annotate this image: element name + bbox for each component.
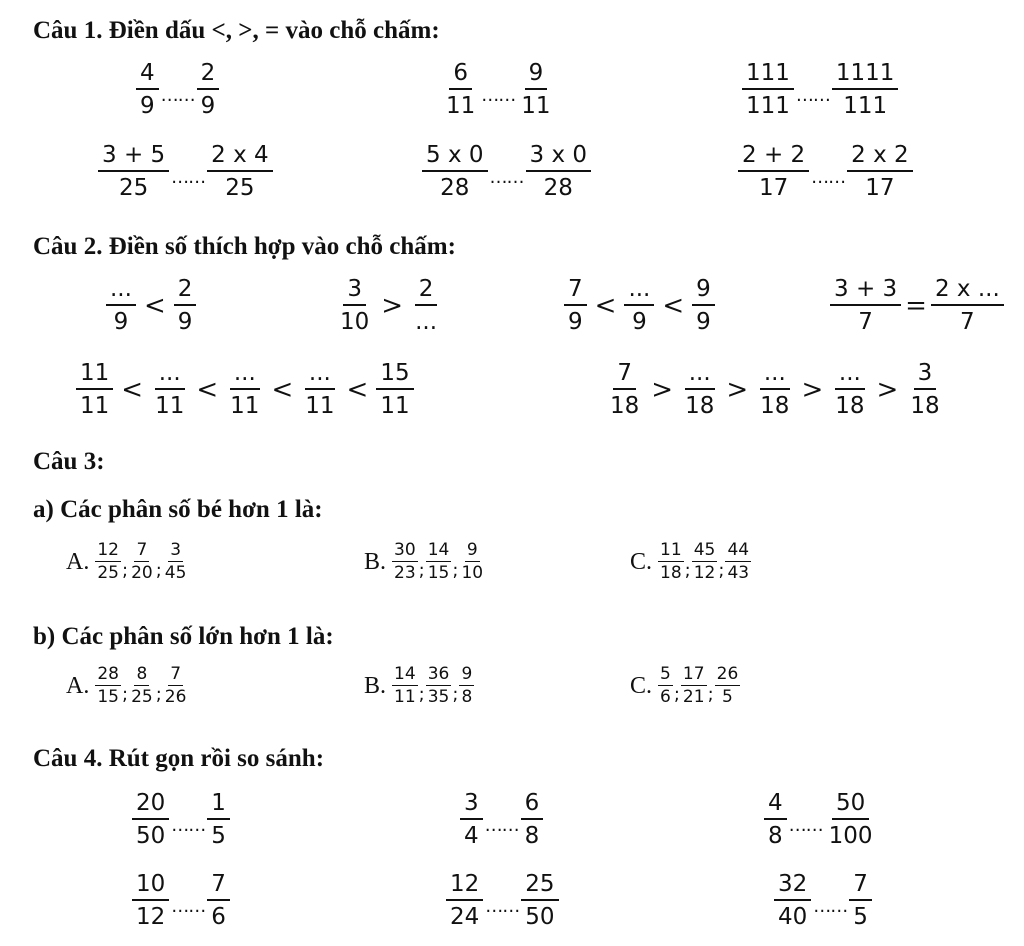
denominator: 17 [758,175,789,201]
denominator: 43 [727,563,750,583]
denominator: 28 [543,175,573,201]
denominator: 28 [440,175,470,201]
denominator: 7 [960,309,975,335]
denominator: 111 [746,93,790,119]
q1-compare-4 [98,144,273,200]
numerator: 7 [136,540,148,560]
separator: ; [718,559,725,581]
numerator: 30 [394,540,416,560]
blank-dots: …… [813,895,848,917]
fraction [226,362,263,418]
fraction [132,792,169,848]
denominator: 8 [524,823,540,849]
numerator: 2 + 2 [738,144,809,172]
denominator: 9 [113,309,129,335]
q4-compare-6 [774,873,872,929]
blank-dots: …… [795,84,830,106]
fraction [129,542,155,582]
numerator: 1111 [832,62,899,90]
numerator: 7 [849,873,872,901]
separator: ; [452,559,459,581]
fraction [832,62,899,118]
option-label: C. [630,672,653,699]
numerator: ... [106,278,136,306]
fraction [129,666,155,706]
numerator: 2 x ... [931,278,1004,306]
denominator: 26 [164,687,187,707]
fraction [658,542,684,582]
q2-expression-5 [76,362,414,418]
numerator: 6 [449,62,472,90]
denominator: 11 [230,393,260,419]
greater-than-sign: > [381,291,404,321]
fraction [301,362,338,418]
denominator: 111 [843,93,888,119]
denominator: 10 [461,563,484,583]
separator: ; [418,559,425,581]
denominator: 5 [211,823,226,849]
numerator: 14 [427,540,450,560]
blank-dots: …… [160,84,195,106]
denominator: 18 [660,563,682,583]
q4-compare-1 [132,792,230,848]
fraction [774,873,811,929]
numerator: 3 [460,792,483,820]
q4-compare-2 [460,792,543,848]
fraction [564,278,587,334]
fraction [725,542,751,582]
numerator: 111 [742,62,794,90]
denominator: 8 [461,687,473,707]
q3b-option-c [630,666,740,706]
fraction [163,666,189,706]
denominator: 23 [394,563,416,583]
option-label: A. [66,672,90,699]
denominator: 9 [200,93,216,119]
less-than-sign: < [196,375,219,405]
q1-compare-1 [136,62,219,118]
denominator: 10 [340,309,370,335]
denominator: 18 [835,393,865,419]
denominator: ... [415,309,438,335]
separator: ; [121,683,129,705]
numerator: 50 [832,792,869,820]
q3a-option-c [630,542,751,582]
numerator: ... [685,362,715,390]
greater-than-sign: > [801,375,824,405]
numerator: 9 [461,664,473,684]
q3b-title: b) Các phân số lớn hơn 1 là: [33,623,334,650]
numerator: 4 [136,62,159,90]
numerator: 20 [132,792,169,820]
numerator: 2 x 4 [207,144,273,172]
denominator: 5 [722,687,733,707]
fraction [692,542,718,582]
denominator: 11 [446,93,476,119]
separator: ; [121,559,129,581]
denominator: 25 [225,175,255,201]
option-label: B. [364,548,387,575]
separator: ; [707,683,714,705]
fraction [606,362,643,418]
denominator: 11 [380,393,410,419]
numerator: 2 [197,62,220,90]
fraction [446,873,483,929]
less-than-sign: < [346,375,369,405]
numerator: ... [624,278,654,306]
q1-compare-6 [738,144,913,200]
fraction [174,278,197,334]
denominator: 100 [828,823,873,849]
q4-compare-5 [446,873,559,929]
fraction [847,144,913,200]
greater-than-sign: > [726,375,749,405]
numerator: 8 [136,664,148,684]
blank-dots: …… [484,814,519,836]
denominator: 25 [97,563,119,583]
equals-sign: = [905,291,927,321]
fraction [207,144,273,200]
numerator: 2 x 2 [847,144,913,172]
fraction [197,62,220,118]
numerator: 11 [76,362,113,390]
fraction [411,278,441,334]
numerator: 10 [132,873,169,901]
denominator: 25 [118,175,149,201]
fraction [830,278,901,334]
blank-dots: …… [489,166,524,188]
denominator: 8 [768,823,783,849]
numerator: 3 x 0 [526,144,592,172]
q3b-option-a [66,666,188,706]
numerator: 11 [660,540,682,560]
numerator: 32 [774,873,811,901]
greater-than-sign: > [876,375,899,405]
numerator: 4 [764,792,787,820]
fraction [825,792,877,848]
denominator: 45 [164,563,187,583]
denominator: 18 [610,393,640,419]
numerator: 9 [525,62,548,90]
less-than-sign: < [662,291,685,321]
numerator: 3 + 5 [98,144,169,172]
fraction [738,144,809,200]
q2-title: Câu 2. Điền số thích hợp vào chỗ chấm: [33,233,456,260]
denominator: 9 [696,309,711,335]
fraction [426,666,452,706]
fraction [98,144,169,200]
separator: ; [155,683,162,705]
denominator: 18 [760,393,790,419]
numerator: 3 [343,278,366,306]
numerator: 6 [521,792,544,820]
q2-expression-2 [336,278,441,334]
fraction [136,62,159,118]
numerator: 2 [415,278,438,306]
fraction [526,144,592,200]
fraction [426,542,452,582]
numerator: 26 [716,664,739,684]
denominator: 17 [865,175,895,201]
denominator: 18 [910,393,940,419]
fraction [106,278,136,334]
numerator: 25 [521,873,558,901]
denominator: 18 [685,393,715,419]
less-than-sign: < [143,291,166,321]
denominator: 7 [858,309,873,335]
q3a-title: a) Các phân số bé hơn 1 là: [33,496,323,523]
denominator: 12 [136,904,166,930]
q4-compare-4 [132,873,230,929]
numerator: 44 [727,540,750,560]
denominator: 35 [427,687,450,707]
fraction [831,362,868,418]
fraction [459,542,485,582]
fraction [392,666,418,706]
denominator: 40 [778,904,808,930]
separator: ; [673,683,680,705]
q4-compare-3 [764,792,877,848]
denominator: 15 [97,687,119,707]
option-label: A. [66,548,90,575]
denominator: 11 [155,393,185,419]
blank-dots: …… [788,814,823,836]
numerator: ... [230,362,260,390]
numerator: ... [155,362,185,390]
q4-title: Câu 4. Rút gọn rồi so sánh: [33,745,325,772]
q2-expression-4 [830,278,1004,334]
q1-title: Câu 1. Điền dấu <, >, = vào chỗ chấm: [33,17,440,44]
numerator: 9 [466,540,478,560]
q1-compare-2 [442,62,555,118]
fraction [207,873,230,929]
numerator: 36 [427,664,450,684]
numerator: 7 [207,873,230,901]
q2-expression-1 [106,278,196,334]
q3-title: Câu 3: [33,448,105,475]
fraction [521,873,558,929]
denominator: 11 [521,93,551,119]
fraction [658,666,673,706]
denominator: 11 [80,393,110,419]
fraction [681,666,707,706]
numerator: 5 [660,664,671,684]
numerator: 17 [682,664,705,684]
fraction [207,792,230,848]
numerator: 3 + 3 [830,278,901,306]
fraction [517,62,554,118]
denominator: 4 [464,823,479,849]
numerator: 7 [170,664,182,684]
option-label: B. [364,672,387,699]
denominator: 9 [632,309,647,335]
fraction [376,362,413,418]
denominator: 11 [305,393,335,419]
less-than-sign: < [271,375,294,405]
less-than-sign: < [594,291,617,321]
denominator: 9 [568,309,583,335]
denominator: 25 [131,687,153,707]
denominator: 24 [450,904,480,930]
denominator: 50 [525,904,555,930]
blank-dots: …… [171,814,206,836]
numerator: 45 [693,540,716,560]
fraction [132,873,169,929]
numerator: 28 [97,664,119,684]
separator: ; [418,683,425,705]
fraction [521,792,544,848]
numerator: ... [305,362,335,390]
numerator: ... [760,362,790,390]
denominator: 5 [853,904,868,930]
denominator: 9 [177,309,193,335]
fraction [742,62,794,118]
blank-dots: …… [171,895,206,917]
fraction [336,278,373,334]
fraction [764,792,787,848]
fraction [95,666,121,706]
fraction [756,362,793,418]
q1-compare-5 [422,144,591,200]
less-than-sign: < [121,375,144,405]
denominator: 6 [211,904,226,930]
blank-dots: …… [481,84,516,106]
fraction [459,666,474,706]
greater-than-sign: > [651,375,674,405]
fraction [460,792,483,848]
blank-dots: …… [171,166,206,188]
fraction [392,542,418,582]
separator: ; [684,559,691,581]
numerator: 14 [394,664,416,684]
q2-expression-3 [564,278,715,334]
separator: ; [155,559,162,581]
fraction [931,278,1004,334]
blank-dots: …… [485,895,520,917]
numerator: 12 [446,873,483,901]
blank-dots: …… [811,166,846,188]
fraction [906,362,943,418]
fraction [151,362,188,418]
fraction [422,144,488,200]
denominator: 6 [660,687,671,707]
denominator: 50 [136,823,166,849]
q3a-option-a [66,542,188,582]
fraction [95,542,121,582]
q2-expression-6 [606,362,944,418]
numerator: 7 [613,362,636,390]
numerator: 12 [97,540,119,560]
fraction [681,362,718,418]
separator: ; [452,683,459,705]
numerator: 2 [174,278,197,306]
numerator: ... [835,362,865,390]
numerator: 7 [564,278,587,306]
fraction [624,278,654,334]
numerator: 5 x 0 [422,144,488,172]
numerator: 3 [170,540,182,560]
denominator: 21 [682,687,705,707]
q3b-option-b [364,666,474,706]
fraction [715,666,741,706]
numerator: 15 [376,362,413,390]
q3a-option-b [364,542,485,582]
denominator: 20 [131,563,153,583]
fraction [692,278,715,334]
numerator: 1 [207,792,230,820]
fraction [163,542,189,582]
fraction [849,873,872,929]
denominator: 9 [140,93,155,119]
denominator: 15 [427,563,450,583]
fraction [76,362,113,418]
numerator: 9 [692,278,715,306]
denominator: 12 [693,563,716,583]
fraction [442,62,479,118]
numerator: 3 [914,362,937,390]
denominator: 11 [394,687,416,707]
q1-compare-3 [742,62,898,118]
option-label: C. [630,548,653,575]
